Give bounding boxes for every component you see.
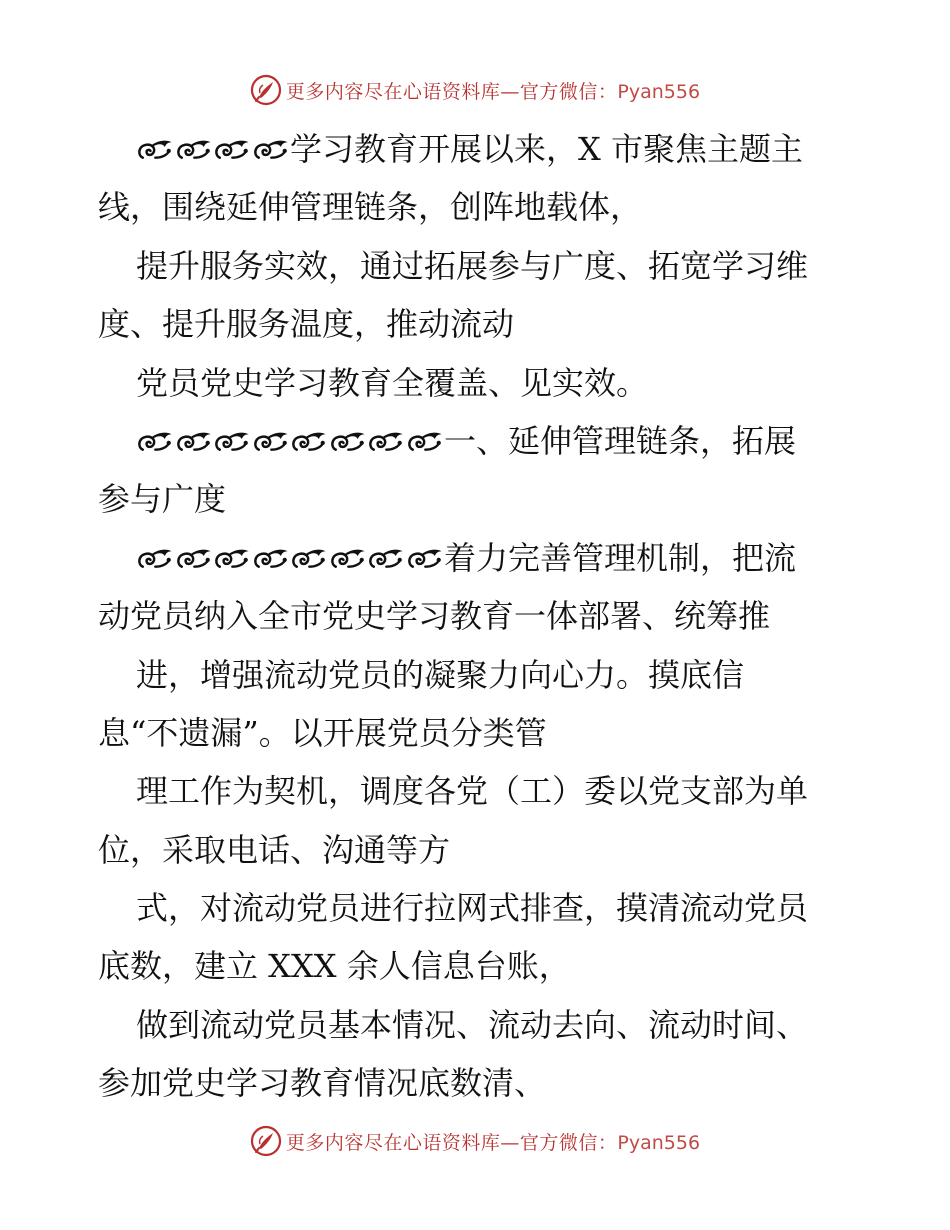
paragraph-3-line-7: 式，对流动党员进行拉网式排查，摸清流动党员: [136, 889, 809, 928]
swirl-ornament-icon: [136, 134, 175, 164]
document-body: [98, 120, 858, 1113]
paragraph-1-line-2: 线，围绕延伸管理链条，创阵地载体，: [98, 188, 643, 227]
swirl-ornament-icon: [213, 134, 252, 164]
swirl-ornament-icon: [136, 543, 175, 573]
paragraph-3-line-2: 动党员纳入全市党史学习教育一体部署、统筹推: [98, 597, 771, 636]
swirl-ornament-icon: [406, 426, 445, 456]
swirl-ornament-icon: [175, 134, 214, 164]
section-heading-line-2: 参与广度: [98, 480, 227, 519]
footer-banner: [0, 1121, 950, 1161]
paragraph-3-line-5: 理工作为契机，调度各党（工）委以党支部为单: [136, 772, 809, 811]
paragraph-3-line-9: 做到流动党员基本情况、流动去向、流动时间、: [136, 1005, 809, 1044]
paragraph-3-line-10: 参加党史学习教育情况底数清、: [98, 1064, 547, 1103]
footer-banner-text: 更多内容尽在心语资料库—官方微信：Pyan556: [285, 1131, 701, 1154]
paragraph-3-line-1: 着力完善管理机制，把流: [98, 529, 858, 587]
swirl-ornament-icon: [367, 426, 406, 456]
swirl-ornament-icon: [252, 426, 291, 456]
swirl-ornament-icon: [175, 426, 214, 456]
swirl-ornament-icon: [290, 426, 329, 456]
header-banner-handle: Pyan556: [617, 80, 701, 103]
swirl-ornament-icon: [329, 426, 368, 456]
swirl-ornament-icon: [329, 543, 368, 573]
header-banner-text: 更多内容尽在心语资料库—官方微信：Pyan556: [285, 80, 701, 103]
swirl-ornament-icon: [367, 543, 406, 573]
header-banner: [0, 70, 950, 110]
paragraph-3-line-6: 位，采取电话、沟通等方: [98, 830, 451, 869]
swirl-ornament-icon: [252, 134, 291, 164]
section-heading-line-1: 一、延伸管理链条，拓展: [98, 412, 858, 470]
pen-logo-icon: [250, 1125, 282, 1157]
swirl-ornament-icon: [213, 426, 252, 456]
paragraph-3-line-3: 进，增强流动党员的凝聚力向心力。摸底信: [136, 655, 745, 694]
swirl-ornament-icon: [290, 543, 329, 573]
paragraph-3-line-8: 底数，建立 XXX 余人信息台账，: [98, 947, 571, 986]
paragraph-1-line-1: 学习教育开展以来，X 市聚焦主题主: [98, 120, 858, 178]
paragraph-3-line-4: 息“不遗漏”。以开展党员分类管: [98, 713, 547, 752]
swirl-ornament-icon: [136, 426, 175, 456]
pen-logo-icon: [250, 74, 282, 106]
paragraph-1-line-5: 党员党史学习教育全覆盖、见实效。: [136, 363, 649, 402]
paragraph-1-line-4: 度、提升服务温度，推动流动: [98, 305, 515, 344]
swirl-ornament-icon: [175, 543, 214, 573]
swirl-ornament-icon: [406, 543, 445, 573]
paragraph-1-line-3: 提升服务实效，通过拓展参与广度、拓宽学习维: [136, 246, 809, 285]
footer-banner-handle: Pyan556: [617, 1131, 701, 1154]
swirl-ornament-icon: [213, 543, 252, 573]
swirl-ornament-icon: [252, 543, 291, 573]
